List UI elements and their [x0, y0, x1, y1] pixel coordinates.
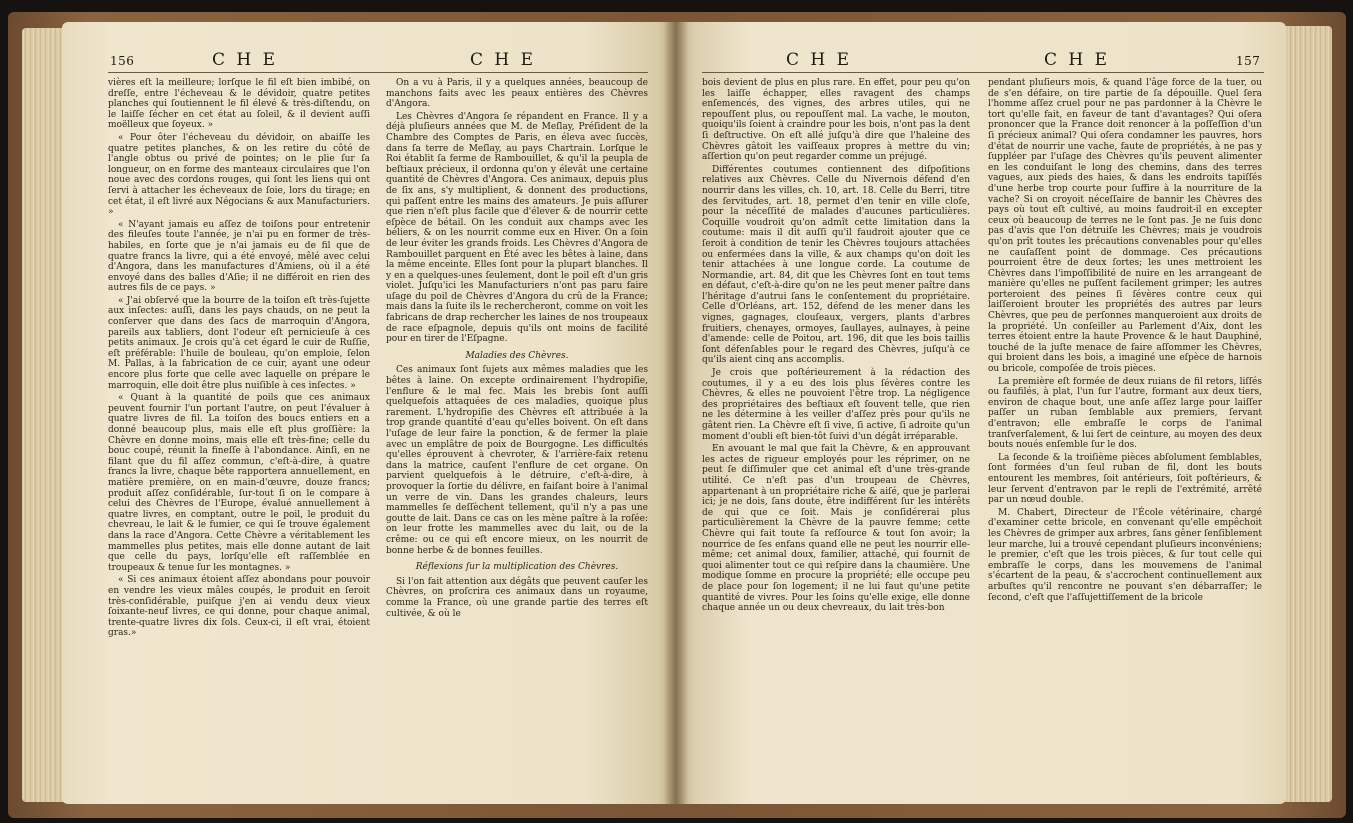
paragraph: Je crois que poſtérieurement à la rédaction des coutumes, il y a eu des lois plus ſévères contre les Chèvres, & elles ne pouvoient l'être trop. La négligence des propriétaires des beſtiaux eſt ſouvent telle, que rien ne les détermine à les veiller d'aſſez près pour qu'ils ne gâtent rien. La Chèvre eſt ſi vive, ſi active, ſi adroite qu'un moment d'oubli eſt bien-tôt ſuivi d'un dégât irréparable. [702, 368, 970, 442]
left-page-header [62, 48, 676, 74]
paragraph: vières eſt la meilleure; lorſque le fil eſt bien imbibé, on dreſſe, entre l'écheveau & le dévidoir, quatre petites planches qui ſoutiennent le fil élevé & très-diſtendu, on le laiſſe ſécher en cet état au ſoleil, & il devient auſſi moëlleux que ſoyeux. » [108, 78, 370, 131]
book-gutter [664, 22, 688, 804]
header-rule [108, 72, 648, 73]
paragraph: On a vu à Paris, il y a quelques années, beaucoup de manchons faits avec les peaux entières des Chèvres d'Angora. [386, 78, 648, 110]
page-edges-right [1282, 26, 1332, 802]
page-number: 157 [1236, 54, 1261, 68]
section-heading: Maladies des Chèvres. [465, 350, 569, 361]
right-page-header [676, 48, 1286, 74]
section-heading: Réflexions ſur la multiplication des Chèvres. [415, 562, 619, 573]
paragraph: « Si ces animaux étoient aſſez abondans pour pouvoir en vendre les vieux mâles coupés, le produit en ſeroit très-conſidérable, puiſque j'en ai vendu deux vieux ſoixante-neuf livres, ce qui donne, pour chaque animal, trente-quatre livres dix ſols. Ceux-ci, il eſt vrai, étoient gras.» [108, 575, 370, 639]
paragraph: La première eſt formée de deux ruians de fil retors, liſſés ou faufilés, à plat, l'un ſur l'autre, formant aux deux tiers, environ de chaque bout, une anſe aſſez large pour laiſſer paſſer un ruban ſemblable aux premiers, ſervant d'entravon; elle embraſſe le corps de l'animal tranſverſalement, & lui ſert de ceinture, au moyen des deux bouts noués enſemble ſur le dos. [988, 376, 1262, 451]
header-rule [702, 72, 1264, 73]
right-page [676, 22, 1286, 804]
paragraph: La ſeconde & la troiſième pièces abſolument ſemblables, ſont formées d'un ſeul ruban de fil, dont les bouts entourent les membres, ſoit antérieurs, ſoit poſtérieurs, & leur ſervent d'entravon par le repli de l'extrémité, arrêté par un nœud double. [988, 452, 1262, 506]
text-column-1 [108, 78, 370, 641]
paragraph: M. Chabert, Directeur de l'École vétérinaire, chargé d'examiner cette bricole, en convenant qu'elle empêchoit les Chèvres de grimper aux arbres, ſans gêner ſenſiblement leur marche, lui a trouvé cependant pluſieurs inconvéniens; le premier, c'eſt que les trois pièces, & ſur tout celle qui embraſſe le corps, dans les mouvemens de l'animal s'écartent de la peau, & s'accrochent continuellement aux arbuſtes qu'il rencontre ne pouvant s'en débarraſſer; le ſecond, c'eſt que l'aſſujettiſſement de la bricole [988, 507, 1262, 603]
paragraph: Ces animaux ſont ſujets aux mêmes maladies que les bêtes à laine. On excepte ordinairement l'hydropiſie, l'enflure & le mal fec. Mais les brebis ſont auſſi quelquefois attaquées de ces maladies, quoique plus rarement. L'hydropiſie des Chèvres eſt attribuée à la trop grande quantité d'eau qu'elles boivent. On eſt dans l'uſage de leur faire la ponction, & de fermer la plaie avec un emplâtre de poix de Bourgogne. Les difficultés qu'elles éprouvent à chevroter, & l'arrière-faix retenu dans la matrice, cauſent l'enflure de cet organe. On parvient quelquefois à le détruire, c'eſt-à-dire, à provoquer la ſortie du délivre, en faiſant boire à l'animal un verre de vin. Dans les grandes chaleurs, leurs mammelles ſe deſſèchent tellement, qu'il n'y a pas une goutte de lait. Dans ce cas on les mène paître à la roſée: on leur frotte les mammelles avec du lait, ou de la crême: ou ce qui eſt encore mieux, on les nourrit de bonne herbe & de bonnes feuilles. [386, 365, 648, 556]
paragraph: Si l'on fait attention aux dégâts que peuvent cauſer les Chèvres, on proſcrira ces animaux dans un royaume, comme la France, où une grande partie des terres eſt cultivée, & où le [386, 576, 648, 619]
paragraph: Différentes coutumes contiennent des diſpoſitions relatives aux Chèvres. Celle du Nivernois défend d'en nourrir dans les villes, ch. 10, art. 18. Celle du Berri, titre des ſervitudes, art. 18, permet d'en tenir en ville cloſe, pour la néceſſité de malades d'aucunes particulières. Coquille voudroit qu'on admît cette limitation dans la coutume: mais il dit auſſi qu'il faudroit ajouter que ce ſeroit à condition de tenir les Chèvres toujours attachées ou enfermées dans la ville, & aux champs qu'on doit les tenir attachées à une longue corde. La coutume de Normandie, art. 84, dit que les Chèvres ſont en tout tems en défaut, c'eſt-à-dire qu'on ne les peut mener paître dans l'héritage d'autrui ſans le conſentement du propriétaire. Celle d'Orléans, art. 152, défend de les mener dans les vignes, gagnages, clouſeaux, vergers, plants d'arbres fruitiers, chenayes, ormoyes, ſaullayes, aulnayes, à peine d'amende: celle de Poitou, art. 196, dit que les bois taillis ſont défenſables pour le regard des Chèvres, juſqu'à ce qu'ils aient cinq ans accomplis. [702, 164, 970, 366]
paragraph: En avouant le mal que fait la Chèvre, & en approuvant les actes de rigueur employés pour les réprimer, on ne peut ſe diſſimuler que cet animal eſt d'une très-grande utilité. Ce n'eſt pas d'un troupeau de Chèvres, appartenant à un propriétaire riche & aiſé, que je parlerai ici; je ne dois, ſans doute, être indifférent ſur les intérêts de qui que ce ſoit. Mais je conſidérerai plus particulièrement la Chèvre de la pauvre femme; cette Chèvre qui fait toute ſa reſſource & tout ſon avoir; la nourrice de ſes enfans quand elle ne peut les nourrir elle-même; cet animal doux, familier, attaché, qui fournit de quoi alimenter tout ce qui reſpire dans la chaumière. Une modique ſomme en procure la propriété; elle occupe peu de place pour ſon logement; il ne lui faut qu'une petite quantité de vivres. Pour les ſoins qu'elle exige, elle donne chaque année un ou deux chevreaux, du lait très-bon [702, 444, 970, 614]
text-column-1 [702, 78, 970, 616]
paragraph: « J'ai obſervé que la bourre de la toiſon eſt très-ſujette aux inſectes: auſſi, dans les pays chauds, on ne peut la conſerver que dans des ſacs de marroquin d'Angora, pareils aux tabliers, dont l'odeur eſt pernicieuſe à ces petits animaux. Je crois qu'à cet égard le cuir de Ruſſie, eſt préférable: l'huile de bouleau, qu'on emploie, ſelon M. Pallas, à la fabrication de ce cuir, ayant une odeur encore plus forte que celle avec laquelle on prépare le marroquin, elle doit être plus nuiſible à ces inſectes. » [108, 295, 370, 391]
paragraph: bois devient de plus en plus rare. En effet, pour peu qu'on les laiſſe échapper, elles ravagent des champs enſemencés, des vignes, des arbres utiles, qui ne repouſſent plus, ou repouſſent mal. La vache, le mouton, quoiqu'ils ſoient à craindre pour les bois, n'ont pas la dent ſi deſtructive. On eſt allé juſqu'à dire que l'haleine des Chèvres gâtoit les vaiſſeaux propres à mettre du vin; aſſertion qu'on peut regarder comme un préjugé. [702, 78, 970, 163]
running-head-left: C H E [212, 50, 279, 70]
left-page [62, 22, 676, 804]
text-column-2 [988, 78, 1262, 605]
paragraph: Les Chèvres d'Angora ſe répandent en France. Il y a déjà pluſieurs années que M. de Meſlay, Préſident de la Chambre des Comptes de Paris, en éleva avec ſuccès, dans ſa terre de Meſlay, au pays Chartrain. Lorſque le Roi établit ſa ferme de Rambouillet, & qu'il la peupla de beſtiaux précieux, il ordonna qu'on y élevât une certaine quantité de Chèvres d'Angora. Ces animaux, depuis plus de ſix ans, s'y multiplient, & donnent des productions, qui paſſent entre les mains des amateurs. Je puis aſſurer que rien n'eſt plus facile que d'élever & de nourrir cette eſpèce de bétail. On les conduit aux champs avec les béliers, & on les nourrit comme eux en Hiver. On a ſoin de leur éviter les grands froids. Les Chèvres d'Angora de Rambouillet parquent en Été avec les bêtes à laine, dans la même enceinte. Elles ſont pour la plupart blanches. Il y en a quelques-unes ſeulement, dont le poil eſt d'un gris violet. Juſqu'ici les Manufacturiers n'ont pas paru faire uſage du poil de Chèvres d'Angora du crû de la France; mais dans la ſuite ils le rechercheront, comme on voit les fabricans de drap rechercher les laines de nos troupeaux de race eſpagnole, depuis qu'ils ont moins de facilité pour en tirer de l'Eſpagne. [386, 111, 648, 345]
paragraph: « Quant à la quantité de poils que ces animaux peuvent fournir l'un portant l'autre, on peut l'évaluer à quatre livres de fil. La toiſon des boucs entiers en a donné beaucoup plus, mais elle eſt plus groſſière: la Chèvre en donne moins, mais elle eſt très-fine; celle du bouc coupé, réunit la fineſſe à l'abondance. Ainſi, en ne filant que du fil aſſez commun, c'eſt-à-dire, à quatre francs la livre, chaque bête rapportera annuellement, en matière première, on en main-d'œuvre, douze francs; produit aſſez conſidérable, ſur-tout ſi on le compare à celui des Chèvres de l'Europe, évalué annuellement à quatre livres, en comptant, outre le poil, le produit du chevreau, le lait & le fumier, ce qui ſe trouve également dans la race d'Angora. Cette Chèvre a véritablement les mammelles plus petites, mais elle donne autant de lait que celle du pays, lorſqu'elle eſt raſſemblée en troupeaux & tenue ſur les montagnes. » [108, 393, 370, 573]
page-number: 156 [110, 54, 135, 68]
running-head-right: C H E [1044, 50, 1111, 70]
paragraph: « N'ayant jamais eu aſſez de toiſons pour entretenir des fileuſes toute l'année, je n'ai pu en former de très-habiles, en ſorte que je n'ai jamais eu de fil que de quatre francs la livre, qui a été envoyé, mêlé avec celui d'Angora, dans les manufactures d'Amiens, où il a été envoyé dans des balles d'Aſie; il ne différoit en rien des autres fils de ce pays. » [108, 219, 370, 294]
running-head-right: C H E [470, 50, 537, 70]
paragraph: « Pour ôter l'écheveau du dévidoir, on abaiſſe les quatre petites planches, & on les retire du côté de l'angle obtus ou privé de pointes; on le plie ſur ſa longueur, on en forme des manteaux circulaires que l'on noue avec des cordons rouges, qui ſont les liens qui ont ſervi à attacher les écheveaux de ſoie, lors du tirage; en cet état, il eſt livré aux Négocians & aux Manufacturiers. » [108, 132, 370, 218]
running-head-left: C H E [786, 50, 853, 70]
text-column-2 [386, 78, 648, 621]
paragraph: pendant pluſieurs mois, & quand l'âge force de la tuer, ou de s'en défaire, on tire partie de ſa dépouille. Quel ſera l'homme aſſez cruel pour ne pas pardonner à la Chèvre le tort qu'elle fait, en faveur de tant d'avantages? Qui oſera prononcer que la France doit renoncer à la poſſeſſion d'un ſi précieux animal? Qui oſera condamner les pauvres, hors d'état de nourrir une vache, faute de propriétés, à ne pas y ſuppléer par l'uſage des Chèvres qu'ils peuvent alimenter en les conduiſant le long des chemins, dans des terres vagues, aux pieds des haies, & dans les endroits tapiſſés d'une herbe trop courte pour ſuffire à la nourriture de la vache? Si on croyoit néceſſaire de bannir les Chèvres des pays où tout eſt cultivé, au moins faudroit-il en excepter ceux où beaucoup de terres ne le ſont pas. Je ne ſuis donc pas d'avis que l'on détruiſe les Chèvres; mais je voudrois qu'on prît toutes les précautions convenables pour qu'elles ne cauſaſſent point de dommage. Ces précautions pourroient être de deux ſortes; les unes mettroient les Chèvres dans l'impoſſibilité de nuire en les arrangeant de manière qu'elles ne puſſent facilement grimper; les autres porteroient des peines ſi ſévères contre ceux qui laiſſeroient brouter les propriétés des autres par leurs Chèvres, que peu de perſonnes manqueroient aux droits de la propriété. Un conſeiller au Parlement d'Aix, dont les terres étoient entre la haute Provence & le haut Dauphiné, touché de la juſte menace de faire aſſommer les Chèvres, qui broient dans les bois, a imaginé une eſpèce de harnois ou bricole, compoſée de trois pièces. [988, 78, 1262, 375]
